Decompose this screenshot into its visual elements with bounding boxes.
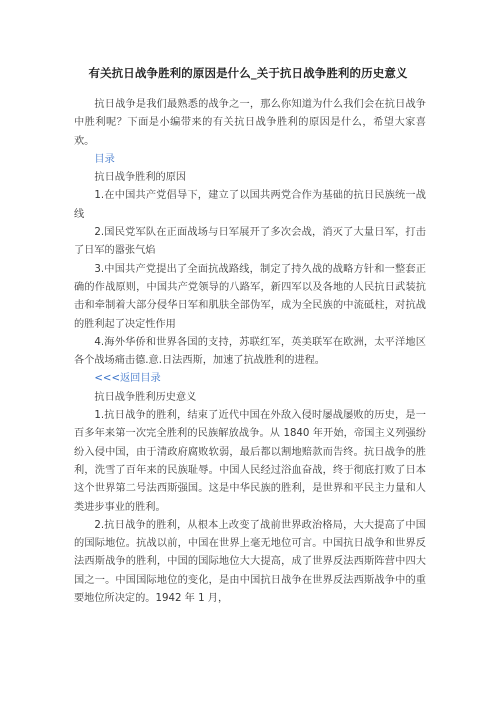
significance-item-2: 2.抗日战争的胜利，从根本上改变了战前世界政治格局，大大提高了中国的国际地位。抗战以前，中国在世界上毫无地位可言。中国抗日战争和世界反法西斯战争的胜利，中国的国际地位大大提高，成了世界反法西斯阵营中四大国之一。中国国际地位的变化，是由中国抗日战争在世界反法西斯战争中的重要地位所决定的。1942 年 1 月， (74, 519, 426, 605)
cause-item-3: 3.中国共产党提出了全面抗战路线，制定了持久战的战略方针和一整套正确的作战原则，中国共产党领导的八路军，新四军以及各地的人民抗日武装抗击和牵制着大部分侵华日军和肌肤全部伪军，成为全民族的中流砥柱，对抗战的胜利起了决定性作用 (74, 263, 426, 330)
back-to-toc-link[interactable]: <<<返回目录 (94, 373, 161, 385)
toc-link[interactable]: 目录 (94, 153, 115, 165)
section-heading-significance: 抗日战争胜利历史意义 (94, 391, 197, 403)
document-title: 有关抗日战争胜利的原因是什么_关于抗日战争胜利的历史意义 (88, 66, 408, 80)
significance-item-1: 1.抗日战争的胜利，结束了近代中国在外敌入侵时屡战屡败的历史，是一百多年来第一次完全胜利的民族解放战争。从 1840 年开始，帝国主义列强纷纷入侵中国，由于清政府腐败软弱，最后都以割地赔款而告终。抗日战争的胜利，洗雪了百年来的民族耻辱。中国人民经过浴血奋战，终于彻底打败了日本这个世界第二号法西斯强国。这是中华民族的胜利，是世界和平民主力量和人类进步事业的胜利。 (74, 410, 426, 513)
cause-item-1: 1.在中国共产党倡导下，建立了以国共两党合作为基础的抗日民族统一战线 (74, 190, 426, 220)
cause-item-4: 4.海外华侨和世界各国的支持，苏联红军，英美联军在欧洲，太平洋地区各个战场痛击德.意.日法西斯，加速了抗战胜利的进程。 (74, 336, 426, 367)
intro-paragraph: 抗日战争是我们最熟悉的战争之一，那么你知道为什么我们会在抗日战争中胜利呢？下面是小编带来的有关抗日战争胜利的原因是什么，希望大家喜欢。 (74, 99, 426, 147)
document-body (74, 96, 426, 608)
cause-item-2: 2.国民党军队在正面战场与日军展开了多次会战，消灭了大量日军，打击了日军的嚣张气焰 (74, 227, 426, 257)
section-heading-causes: 抗日战争胜利的原因 (94, 172, 187, 184)
